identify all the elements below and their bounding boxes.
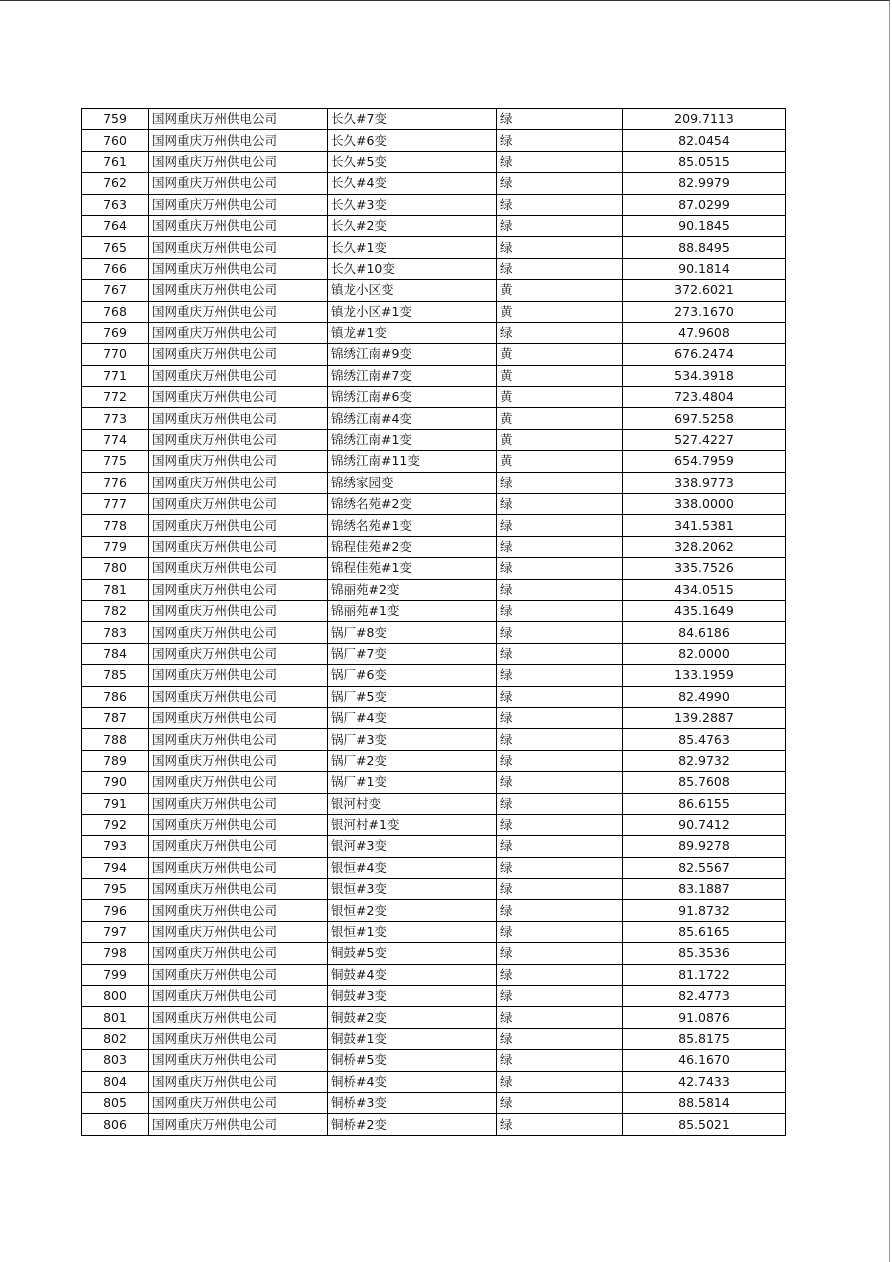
row-number-cell: 806	[82, 1114, 149, 1135]
transformer-name-cell: 银恒#4变	[328, 857, 497, 878]
row-number-cell: 775	[82, 451, 149, 472]
row-number-cell: 763	[82, 194, 149, 215]
table-row	[82, 515, 786, 536]
company-name-cell: 国网重庆万州供电公司	[149, 665, 328, 686]
company-name-cell: 国网重庆万州供电公司	[149, 280, 328, 301]
transformer-name-cell: 铜桥#3变	[328, 1092, 497, 1113]
transformer-name-cell: 铜鼓#3变	[328, 986, 497, 1007]
status-level-cell: 绿	[497, 986, 623, 1007]
row-number-cell: 795	[82, 879, 149, 900]
value-cell: 82.4990	[623, 686, 786, 707]
status-level-cell: 绿	[497, 215, 623, 236]
value-cell: 85.5021	[623, 1114, 786, 1135]
transformer-name-cell: 长久#4变	[328, 173, 497, 194]
transformer-name-cell: 锦绣江南#9变	[328, 344, 497, 365]
table-row	[82, 215, 786, 236]
table-row	[82, 600, 786, 621]
transformer-name-cell: 银恒#1变	[328, 921, 497, 942]
row-number-cell: 772	[82, 387, 149, 408]
transformer-name-cell: 银恒#3变	[328, 879, 497, 900]
status-level-cell: 绿	[497, 900, 623, 921]
value-cell: 47.9608	[623, 322, 786, 343]
transformer-name-cell: 银河村变	[328, 793, 497, 814]
table-row	[82, 665, 786, 686]
status-level-cell: 绿	[497, 1092, 623, 1113]
row-number-cell: 793	[82, 836, 149, 857]
table-row	[82, 1071, 786, 1092]
row-number-cell: 789	[82, 750, 149, 771]
table-row	[82, 729, 786, 750]
value-cell: 90.7412	[623, 814, 786, 835]
status-level-cell: 绿	[497, 643, 623, 664]
transformer-name-cell: 锦绣江南#4变	[328, 408, 497, 429]
row-number-cell: 788	[82, 729, 149, 750]
table-row	[82, 258, 786, 279]
status-level-cell: 绿	[497, 686, 623, 707]
row-number-cell: 776	[82, 472, 149, 493]
table-row	[82, 772, 786, 793]
value-cell: 90.1845	[623, 215, 786, 236]
value-cell: 534.3918	[623, 365, 786, 386]
table-row	[82, 494, 786, 515]
status-level-cell: 绿	[497, 1114, 623, 1135]
value-cell: 88.5814	[623, 1092, 786, 1113]
row-number-cell: 792	[82, 814, 149, 835]
value-cell: 85.7608	[623, 772, 786, 793]
status-level-cell: 绿	[497, 665, 623, 686]
company-name-cell: 国网重庆万州供电公司	[149, 1114, 328, 1135]
row-number-cell: 787	[82, 707, 149, 728]
table-row	[82, 579, 786, 600]
status-level-cell: 绿	[497, 857, 623, 878]
table-row	[82, 943, 786, 964]
company-name-cell: 国网重庆万州供电公司	[149, 130, 328, 151]
transformer-name-cell: 镇龙小区#1变	[328, 301, 497, 322]
table-row	[82, 365, 786, 386]
row-number-cell: 791	[82, 793, 149, 814]
status-level-cell: 绿	[497, 1007, 623, 1028]
transformer-name-cell: 铜桥#5变	[328, 1050, 497, 1071]
company-name-cell: 国网重庆万州供电公司	[149, 986, 328, 1007]
row-number-cell: 786	[82, 686, 149, 707]
status-level-cell: 绿	[497, 258, 623, 279]
table-row	[82, 686, 786, 707]
status-level-cell: 绿	[497, 579, 623, 600]
status-level-cell: 绿	[497, 964, 623, 985]
table-row	[82, 1092, 786, 1113]
company-name-cell: 国网重庆万州供电公司	[149, 707, 328, 728]
row-number-cell: 760	[82, 130, 149, 151]
row-number-cell: 803	[82, 1050, 149, 1071]
company-name-cell: 国网重庆万州供电公司	[149, 258, 328, 279]
row-number-cell: 794	[82, 857, 149, 878]
status-level-cell: 绿	[497, 494, 623, 515]
value-cell: 527.4227	[623, 429, 786, 450]
data-table	[81, 108, 786, 1136]
value-cell: 139.2887	[623, 707, 786, 728]
row-number-cell: 782	[82, 600, 149, 621]
value-cell: 209.7113	[623, 109, 786, 130]
company-name-cell: 国网重庆万州供电公司	[149, 344, 328, 365]
company-name-cell: 国网重庆万州供电公司	[149, 579, 328, 600]
table-row	[82, 1114, 786, 1135]
table-row	[82, 836, 786, 857]
value-cell: 654.7959	[623, 451, 786, 472]
row-number-cell: 798	[82, 943, 149, 964]
value-cell: 91.8732	[623, 900, 786, 921]
table-row	[82, 814, 786, 835]
table-row	[82, 857, 786, 878]
status-level-cell: 黄	[497, 280, 623, 301]
transformer-name-cell: 银恒#2变	[328, 900, 497, 921]
status-level-cell: 绿	[497, 600, 623, 621]
value-cell: 372.6021	[623, 280, 786, 301]
table-row	[82, 429, 786, 450]
status-level-cell: 绿	[497, 558, 623, 579]
company-name-cell: 国网重庆万州供电公司	[149, 1007, 328, 1028]
status-level-cell: 绿	[497, 836, 623, 857]
row-number-cell: 773	[82, 408, 149, 429]
status-level-cell: 黄	[497, 451, 623, 472]
transformer-name-cell: 锅厂#8变	[328, 622, 497, 643]
value-cell: 88.8495	[623, 237, 786, 258]
status-level-cell: 绿	[497, 622, 623, 643]
table-row	[82, 707, 786, 728]
status-level-cell: 绿	[497, 1050, 623, 1071]
transformer-name-cell: 铜桥#2变	[328, 1114, 497, 1135]
value-cell: 133.1959	[623, 665, 786, 686]
row-number-cell: 780	[82, 558, 149, 579]
status-level-cell: 绿	[497, 793, 623, 814]
status-level-cell: 绿	[497, 109, 623, 130]
table-row	[82, 643, 786, 664]
status-level-cell: 绿	[497, 515, 623, 536]
value-cell: 82.0000	[623, 643, 786, 664]
transformer-name-cell: 锅厂#6变	[328, 665, 497, 686]
company-name-cell: 国网重庆万州供电公司	[149, 494, 328, 515]
table-row	[82, 986, 786, 1007]
status-level-cell: 绿	[497, 472, 623, 493]
company-name-cell: 国网重庆万州供电公司	[149, 301, 328, 322]
table-row	[82, 750, 786, 771]
transformer-name-cell: 锅厂#1变	[328, 772, 497, 793]
company-name-cell: 国网重庆万州供电公司	[149, 643, 328, 664]
table-row	[82, 130, 786, 151]
value-cell: 82.9732	[623, 750, 786, 771]
status-level-cell: 绿	[497, 322, 623, 343]
row-number-cell: 802	[82, 1028, 149, 1049]
value-cell: 338.9773	[623, 472, 786, 493]
table-row	[82, 964, 786, 985]
status-level-cell: 绿	[497, 194, 623, 215]
value-cell: 91.0876	[623, 1007, 786, 1028]
table-row	[82, 1050, 786, 1071]
transformer-name-cell: 长久#2变	[328, 215, 497, 236]
value-cell: 85.8175	[623, 1028, 786, 1049]
transformer-name-cell: 锅厂#2变	[328, 750, 497, 771]
transformer-name-cell: 锦程佳苑#2变	[328, 536, 497, 557]
value-cell: 697.5258	[623, 408, 786, 429]
company-name-cell: 国网重庆万州供电公司	[149, 215, 328, 236]
transformer-name-cell: 铜鼓#5变	[328, 943, 497, 964]
table-row	[82, 558, 786, 579]
row-number-cell: 769	[82, 322, 149, 343]
status-level-cell: 绿	[497, 151, 623, 172]
row-number-cell: 796	[82, 900, 149, 921]
company-name-cell: 国网重庆万州供电公司	[149, 1028, 328, 1049]
status-level-cell: 绿	[497, 879, 623, 900]
transformer-name-cell: 锦丽苑#2变	[328, 579, 497, 600]
company-name-cell: 国网重庆万州供电公司	[149, 686, 328, 707]
transformer-name-cell: 铜鼓#2变	[328, 1007, 497, 1028]
row-number-cell: 784	[82, 643, 149, 664]
row-number-cell: 778	[82, 515, 149, 536]
transformer-name-cell: 锦程佳苑#1变	[328, 558, 497, 579]
status-level-cell: 绿	[497, 707, 623, 728]
company-name-cell: 国网重庆万州供电公司	[149, 515, 328, 536]
transformer-name-cell: 锅厂#3变	[328, 729, 497, 750]
value-cell: 723.4804	[623, 387, 786, 408]
transformer-name-cell: 长久#6变	[328, 130, 497, 151]
transformer-name-cell: 长久#1变	[328, 237, 497, 258]
table-row	[82, 1028, 786, 1049]
table-row	[82, 451, 786, 472]
company-name-cell: 国网重庆万州供电公司	[149, 600, 328, 621]
row-number-cell: 765	[82, 237, 149, 258]
row-number-cell: 762	[82, 173, 149, 194]
company-name-cell: 国网重庆万州供电公司	[149, 151, 328, 172]
transformer-name-cell: 锦绣江南#1变	[328, 429, 497, 450]
company-name-cell: 国网重庆万州供电公司	[149, 921, 328, 942]
table-row	[82, 879, 786, 900]
transformer-name-cell: 锅厂#7变	[328, 643, 497, 664]
value-cell: 341.5381	[623, 515, 786, 536]
company-name-cell: 国网重庆万州供电公司	[149, 194, 328, 215]
status-level-cell: 绿	[497, 536, 623, 557]
value-cell: 82.9979	[623, 173, 786, 194]
value-cell: 81.1722	[623, 964, 786, 985]
status-level-cell: 黄	[497, 387, 623, 408]
value-cell: 335.7526	[623, 558, 786, 579]
status-level-cell: 黄	[497, 365, 623, 386]
row-number-cell: 777	[82, 494, 149, 515]
row-number-cell: 767	[82, 280, 149, 301]
company-name-cell: 国网重庆万州供电公司	[149, 173, 328, 194]
company-name-cell: 国网重庆万州供电公司	[149, 814, 328, 835]
company-name-cell: 国网重庆万州供电公司	[149, 943, 328, 964]
row-number-cell: 804	[82, 1071, 149, 1092]
company-name-cell: 国网重庆万州供电公司	[149, 558, 328, 579]
company-name-cell: 国网重庆万州供电公司	[149, 322, 328, 343]
company-name-cell: 国网重庆万州供电公司	[149, 750, 328, 771]
status-level-cell: 黄	[497, 301, 623, 322]
table-row	[82, 344, 786, 365]
transformer-name-cell: 镇龙小区变	[328, 280, 497, 301]
row-number-cell: 790	[82, 772, 149, 793]
status-level-cell: 绿	[497, 173, 623, 194]
row-number-cell: 761	[82, 151, 149, 172]
table-row	[82, 472, 786, 493]
status-level-cell: 绿	[497, 772, 623, 793]
value-cell: 82.0454	[623, 130, 786, 151]
company-name-cell: 国网重庆万州供电公司	[149, 237, 328, 258]
table-row	[82, 151, 786, 172]
status-level-cell: 绿	[497, 921, 623, 942]
company-name-cell: 国网重庆万州供电公司	[149, 836, 328, 857]
company-name-cell: 国网重庆万州供电公司	[149, 1050, 328, 1071]
company-name-cell: 国网重庆万州供电公司	[149, 387, 328, 408]
value-cell: 83.1887	[623, 879, 786, 900]
table-row	[82, 622, 786, 643]
row-number-cell: 783	[82, 622, 149, 643]
row-number-cell: 766	[82, 258, 149, 279]
status-level-cell: 绿	[497, 237, 623, 258]
company-name-cell: 国网重庆万州供电公司	[149, 857, 328, 878]
company-name-cell: 国网重庆万州供电公司	[149, 536, 328, 557]
value-cell: 42.7433	[623, 1071, 786, 1092]
transformer-name-cell: 锦绣名苑#2变	[328, 494, 497, 515]
company-name-cell: 国网重庆万州供电公司	[149, 793, 328, 814]
status-level-cell: 绿	[497, 814, 623, 835]
company-name-cell: 国网重庆万州供电公司	[149, 772, 328, 793]
table-row	[82, 900, 786, 921]
value-cell: 86.6155	[623, 793, 786, 814]
company-name-cell: 国网重庆万州供电公司	[149, 365, 328, 386]
value-cell: 85.4763	[623, 729, 786, 750]
table-row	[82, 173, 786, 194]
status-level-cell: 黄	[497, 344, 623, 365]
transformer-name-cell: 长久#3变	[328, 194, 497, 215]
value-cell: 435.1649	[623, 600, 786, 621]
row-number-cell: 800	[82, 986, 149, 1007]
company-name-cell: 国网重庆万州供电公司	[149, 900, 328, 921]
value-cell: 87.0299	[623, 194, 786, 215]
table-body	[82, 109, 786, 1136]
transformer-name-cell: 镇龙#1变	[328, 322, 497, 343]
transformer-name-cell: 银河村#1变	[328, 814, 497, 835]
transformer-name-cell: 银河#3变	[328, 836, 497, 857]
row-number-cell: 759	[82, 109, 149, 130]
table-row	[82, 408, 786, 429]
row-number-cell: 781	[82, 579, 149, 600]
status-level-cell: 绿	[497, 130, 623, 151]
status-level-cell: 绿	[497, 1071, 623, 1092]
row-number-cell: 774	[82, 429, 149, 450]
table-row	[82, 536, 786, 557]
value-cell: 676.2474	[623, 344, 786, 365]
status-level-cell: 黄	[497, 429, 623, 450]
value-cell: 338.0000	[623, 494, 786, 515]
transformer-name-cell: 锦绣江南#7变	[328, 365, 497, 386]
transformer-name-cell: 长久#10变	[328, 258, 497, 279]
transformer-name-cell: 锅厂#5变	[328, 686, 497, 707]
company-name-cell: 国网重庆万州供电公司	[149, 964, 328, 985]
row-number-cell: 779	[82, 536, 149, 557]
value-cell: 46.1670	[623, 1050, 786, 1071]
company-name-cell: 国网重庆万州供电公司	[149, 451, 328, 472]
row-number-cell: 785	[82, 665, 149, 686]
table-row	[82, 194, 786, 215]
value-cell: 273.1670	[623, 301, 786, 322]
transformer-name-cell: 锦绣江南#11变	[328, 451, 497, 472]
row-number-cell: 764	[82, 215, 149, 236]
transformer-name-cell: 铜鼓#4变	[328, 964, 497, 985]
table-row	[82, 280, 786, 301]
value-cell: 90.1814	[623, 258, 786, 279]
table-row	[82, 109, 786, 130]
row-number-cell: 797	[82, 921, 149, 942]
table-row	[82, 237, 786, 258]
row-number-cell: 768	[82, 301, 149, 322]
value-cell: 85.0515	[623, 151, 786, 172]
transformer-name-cell: 锦绣名苑#1变	[328, 515, 497, 536]
value-cell: 82.4773	[623, 986, 786, 1007]
value-cell: 434.0515	[623, 579, 786, 600]
company-name-cell: 国网重庆万州供电公司	[149, 622, 328, 643]
table-row	[82, 793, 786, 814]
value-cell: 84.6186	[623, 622, 786, 643]
status-level-cell: 黄	[497, 408, 623, 429]
transformer-name-cell: 锦绣家园变	[328, 472, 497, 493]
row-number-cell: 801	[82, 1007, 149, 1028]
company-name-cell: 国网重庆万州供电公司	[149, 879, 328, 900]
row-number-cell: 771	[82, 365, 149, 386]
table-row	[82, 301, 786, 322]
value-cell: 82.5567	[623, 857, 786, 878]
transformer-name-cell: 铜鼓#1变	[328, 1028, 497, 1049]
transformer-name-cell: 长久#5变	[328, 151, 497, 172]
table-row	[82, 322, 786, 343]
value-cell: 328.2062	[623, 536, 786, 557]
value-cell: 89.9278	[623, 836, 786, 857]
value-cell: 85.3536	[623, 943, 786, 964]
status-level-cell: 绿	[497, 750, 623, 771]
company-name-cell: 国网重庆万州供电公司	[149, 729, 328, 750]
row-number-cell: 799	[82, 964, 149, 985]
table-row	[82, 1007, 786, 1028]
table-row	[82, 387, 786, 408]
row-number-cell: 770	[82, 344, 149, 365]
row-number-cell: 805	[82, 1092, 149, 1113]
company-name-cell: 国网重庆万州供电公司	[149, 1071, 328, 1092]
transformer-name-cell: 锦绣江南#6变	[328, 387, 497, 408]
value-cell: 85.6165	[623, 921, 786, 942]
transformer-name-cell: 锅厂#4变	[328, 707, 497, 728]
company-name-cell: 国网重庆万州供电公司	[149, 472, 328, 493]
status-level-cell: 绿	[497, 729, 623, 750]
status-level-cell: 绿	[497, 943, 623, 964]
transformer-name-cell: 锦丽苑#1变	[328, 600, 497, 621]
transformer-name-cell: 长久#7变	[328, 109, 497, 130]
company-name-cell: 国网重庆万州供电公司	[149, 1092, 328, 1113]
company-name-cell: 国网重庆万州供电公司	[149, 109, 328, 130]
company-name-cell: 国网重庆万州供电公司	[149, 429, 328, 450]
company-name-cell: 国网重庆万州供电公司	[149, 408, 328, 429]
status-level-cell: 绿	[497, 1028, 623, 1049]
transformer-name-cell: 铜桥#4变	[328, 1071, 497, 1092]
table-row	[82, 921, 786, 942]
